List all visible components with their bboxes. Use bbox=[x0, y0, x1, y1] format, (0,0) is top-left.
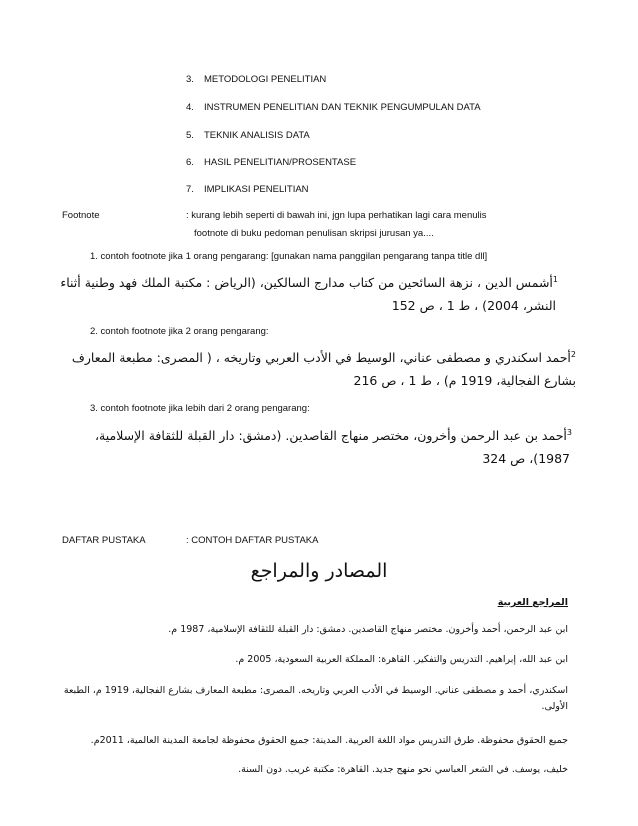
footnote-description: : kurang lebih seperti di bawah ini, jgn lupa perhatikan lagi cara menulis bbox=[186, 210, 487, 221]
footnote-label: Footnote bbox=[62, 210, 100, 221]
bibliography-label: DAFTAR PUSTAKA bbox=[62, 535, 146, 546]
bibliography-entry: ابن عبد الرحمن، أحمد وأخرون. مختصر منهاج القاصدين. دمشق: دار القبلة للثقافة الإسلامية، 1987 م. bbox=[168, 624, 568, 635]
bibliography-entry: خليف، يوسف. في الشعر العباسي نحو منهج جديد. القاهرة: مكتبة غريب. دون السنة. bbox=[238, 764, 568, 775]
footnote-example-line: $^1$أشمس الدين ، نزهة السائحين من كتاب مدارج السالكين، (الرياض : مكتبة الملك فهد وطنية أثناء bbox=[60, 275, 558, 291]
footnote-description-cont: footnote di buku pedoman penulisan skripsi jurusan ya.... bbox=[194, 228, 434, 239]
bibliography-entry: جميع الحقوق محفوظة. طرق التدريس مواد اللغة العربية. المدينة: جميع الحقوق محفوظة لجامعة المدينة العالمية، 2011م. bbox=[90, 735, 568, 746]
bibliography-entry: ابن عبد الله، إبراهيم. التدريس والتفكير. القاهرة: المملكة العربية السعودية، 2005 م. bbox=[235, 654, 568, 665]
footnote-example-line: $^2$أحمد اسكندري و مصطفى عناني، الوسيط في الأدب العربي وتاريخه ، ( المصرى: مطبعة المعارف bbox=[71, 350, 576, 366]
footnote-example-line: 1987)، ص 324 bbox=[482, 451, 570, 466]
bibliography-subheading: المراجع العربية bbox=[497, 597, 568, 608]
footnote-example-line: النشر، 2004) ، ط 1 ، ص 152 bbox=[391, 298, 556, 313]
bibliography-entry: اسكندري، أحمد و مصطفى عناني. الوسيط في الأدب العربي وتاريخه. المصرى: مطبعة المعارف بشارع الفجالية، 1919 م، الطبعة الأولى. bbox=[63, 685, 568, 712]
footnote-example-line: بشارع الفجالية، 1919 م) ، ط 1 ، ص 216 bbox=[353, 373, 576, 388]
example-heading: 2. contoh footnote jika 2 orang pengarang: bbox=[90, 326, 269, 337]
bibliography-description: : CONTOH DAFTAR PUSTAKA bbox=[186, 535, 319, 546]
footnote-example-line: $^3$أحمد بن عبد الرحمن وأخرون، مختصر منهاج القاصدين. (دمشق: دار القبلة للثقافة الإسلامية، bbox=[95, 428, 572, 444]
example-heading: 1. contoh footnote jika 1 orang pengarang: [gunakan nama panggilan pengarang tanpa title dll] bbox=[90, 251, 488, 262]
example-heading: 3. contoh footnote jika lebih dari 2 orang pengarang: bbox=[90, 403, 310, 414]
bibliography-title: المصادر والمراجع bbox=[250, 560, 388, 582]
